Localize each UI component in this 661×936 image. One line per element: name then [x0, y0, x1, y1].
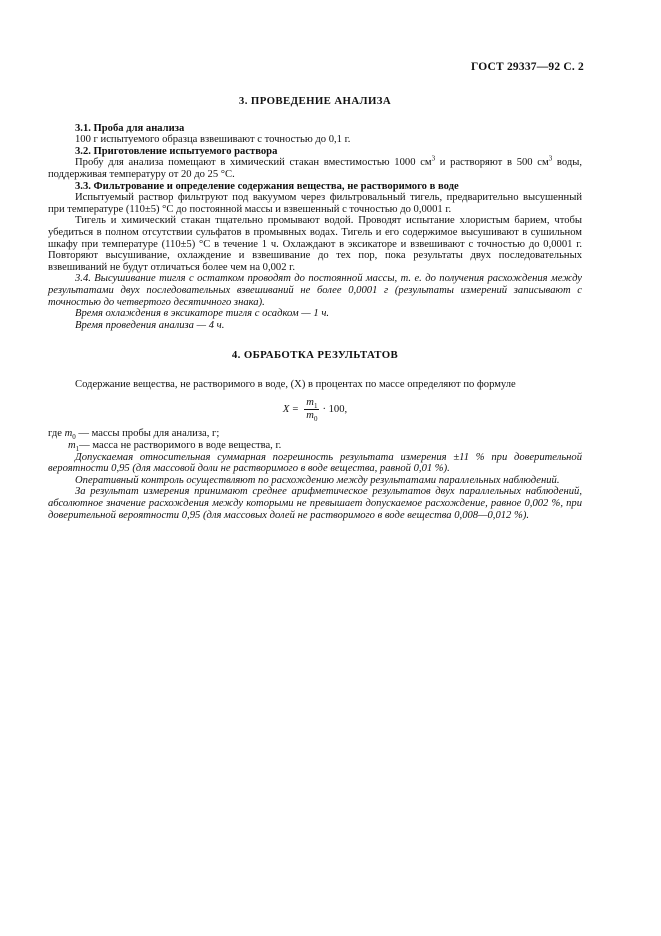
section-4-intro: Содержание вещества, не растворимого в воде, (X) в процентах по массе определяют по формуле: [75, 378, 516, 390]
subsection-3-1-title: 3.1. Проба для анализа: [75, 122, 185, 134]
definition-m0: где $m_0$ — массы пробы для анализа, г;: [48, 428, 220, 442]
subsection-3-2-text: [48, 154, 582, 180]
subsection-3-2-title: 3.2. Приготовление испытуемого раствора: [75, 145, 278, 157]
sub2-text-b: и растворяют в 500 см: [435, 157, 549, 169]
formula-equals: =: [292, 404, 299, 416]
formula-fraction: [304, 397, 319, 424]
subsection-3-3-paragraph-1: Испытуемый раствор фильтруют под вакуумом через фильтровальный тигель, предварительно высушенный при температуре (110±5) °С до постоянной массы и взвешенный с точностью до 0,0001 г.: [48, 192, 582, 215]
note-cooling-time: Время охлаждения в эксикаторе тигля с осадком — 1 ч.: [75, 308, 330, 320]
subsection-3-3-title: 3.3. Фильтрование и определение содержания вещества, не растворимого в воде: [75, 180, 459, 192]
subsection-3-3-paragraph-2: Тигель и химический стакан тщательно промывают водой. Проводят испытание хлористым барием, чтобы убедиться в полном отсутствии сульфатов в промывных водах. Тигель и его содержимое высушивают в сушильном шкафу при температуре (110±5) °С в течение 1 ч. Охлаждают в эксикаторе и взвешивают с точностью до 0,0001 г. Повторяют высушивание, охлаждение и взвешивание до тех пор, пока результаты двух последовательных взвешиваний не будут отличаться более чем на 0,002 г.: [48, 215, 582, 273]
subsection-3-4-text: 3.4. Высушивание тигля с остатком проводят до постоянной массы, т. е. до получения расхождения между результатами двух последовательных взвешиваний не более 0,0001 г (результаты измерений записывают с точностью до четвертого десятичного знака).: [48, 273, 582, 308]
document-body: [48, 96, 582, 521]
section-4-title: 4. ОБРАБОТКА РЕЗУЛЬТАТОВ: [231, 349, 399, 362]
formula-lhs: X: [282, 404, 290, 416]
paragraph-operational-control: Оперативный контроль осуществляют по расхождению между результатами параллельных наблюдений.: [75, 474, 560, 486]
definition-m1: $m_1—$ масса не растворимого в воде вещества, г.: [68, 440, 282, 454]
where-prefix: где: [48, 428, 65, 440]
sub2-text-a: Пробу для анализа помещают в химический стакан вместимостью 1000 см: [75, 157, 432, 169]
formula: [48, 397, 582, 424]
formula-tail: · 100,: [322, 404, 348, 416]
note-analysis-duration: Время проведения анализа — 4 ч.: [75, 319, 225, 331]
page-header: ГОСТ 29337—92 С. 2: [471, 61, 584, 73]
section-3-title: 3. ПРОВЕДЕНИЕ АНАЛИЗА: [238, 95, 392, 107]
formula-numerator: $m_1$: [306, 397, 318, 411]
formula-denominator: $m_0$: [306, 410, 318, 424]
cm3-superscript: 3: [431, 154, 436, 163]
paragraph-measurement-result: За результат измерения принимают среднее арифметическое результатов двух параллельных наблюдений, абсолютное значение расхождения между которыми не превышает допускаемое расхождение, равное 0,002 %, при доверительной вероятности 0,95 (для массовых долей не растворимого в воде вещества 0,008—0,012 %).: [48, 486, 582, 521]
subsection-3-1-text: 100 г испытуемого образца взвешивают с точностью до 0,1 г.: [75, 134, 351, 146]
sub2-text-c: воды, поддерживая температуру от 20 до 25 °С.: [48, 157, 582, 180]
cm3-superscript: 3: [548, 154, 553, 163]
paragraph-permissible-error: Допускаемая относительная суммарная погрешность результата измерения ±11 % при доверительной вероятности 0,95 (для массовой доли не растворимого в воде вещества, равной 0,01 %).: [48, 451, 582, 475]
